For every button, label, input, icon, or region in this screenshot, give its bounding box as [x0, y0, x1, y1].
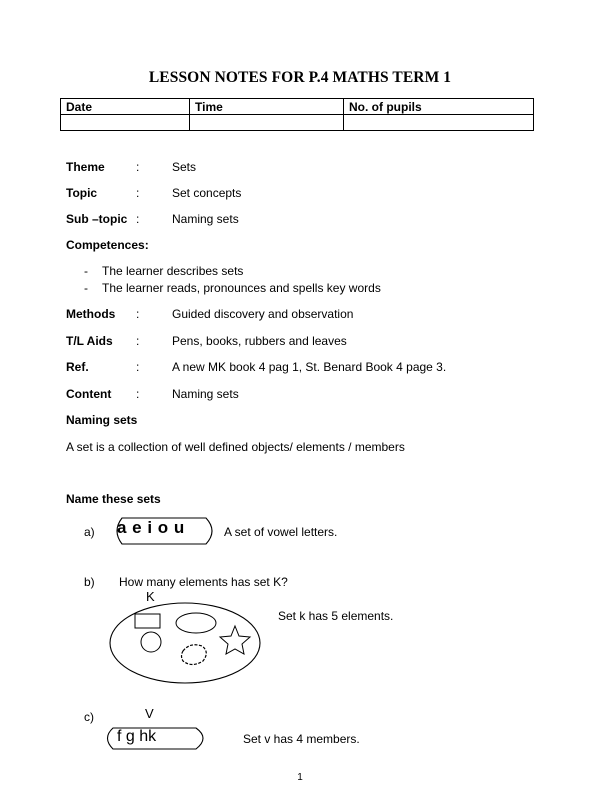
- field-colon: :: [136, 212, 140, 226]
- field-label: Content: [66, 387, 112, 401]
- page-number: 1: [297, 772, 303, 783]
- set-v-label: V: [145, 706, 154, 721]
- star-element: [220, 626, 250, 654]
- oval-element: [176, 613, 216, 633]
- field-value: Sets: [172, 160, 197, 174]
- list-item-text: The learner describes sets: [102, 264, 244, 278]
- field-label: Sub –topic: [66, 212, 128, 226]
- table-header-date: Date: [61, 99, 190, 115]
- list-item-text: The learner reads, pronounces and spells key words: [102, 281, 381, 295]
- item-c-marker: c): [84, 710, 94, 724]
- field-colon: :: [136, 186, 140, 200]
- circle-element: [141, 632, 161, 652]
- field-label: Ref.: [66, 360, 89, 374]
- bullet-dash: -: [84, 281, 88, 295]
- competences-heading: Competences:: [66, 238, 149, 252]
- bullet-dash: -: [84, 264, 88, 278]
- field-value: Naming sets: [172, 387, 239, 401]
- field-label: T/L Aids: [66, 334, 113, 348]
- field-value: Set concepts: [172, 186, 242, 200]
- item-a-marker: a): [84, 525, 95, 539]
- field-colon: :: [136, 360, 140, 374]
- field-colon: :: [136, 307, 140, 321]
- field-colon: :: [136, 387, 140, 401]
- rectangle-element: [135, 614, 160, 628]
- item-a-answer: A set of vowel letters.: [224, 525, 338, 539]
- field-label: Topic: [66, 186, 98, 200]
- field-value: Guided discovery and observation: [172, 307, 354, 321]
- field-label: Methods: [66, 307, 116, 321]
- field-colon: :: [136, 334, 140, 348]
- exercise-heading: Name these sets: [66, 492, 161, 506]
- page-title: LESSON NOTES FOR P.4 MATHS TERM 1: [148, 69, 452, 86]
- field-value: A new MK book 4 pag 1, St. Benard Book 4 page 3.: [172, 360, 447, 374]
- field-colon: :: [136, 160, 140, 174]
- item-c-answer: Set v has 4 members.: [243, 732, 360, 746]
- leaf-element: [182, 645, 207, 665]
- naming-sets-heading: Naming sets: [66, 413, 138, 427]
- table-header-pupils: No. of pupils: [344, 99, 534, 115]
- field-value: Pens, books, rubbers and leaves: [172, 334, 347, 348]
- item-b-marker: b): [84, 575, 95, 589]
- set-a-content: a e i o u: [117, 518, 185, 537]
- set-definition: A set is a collection of well defined objects/ elements / members: [66, 440, 405, 454]
- set-k-label: K: [146, 589, 155, 604]
- set-v-content: f g hk: [117, 728, 157, 745]
- item-b-answer: Set k has 5 elements.: [278, 609, 394, 623]
- table-header-time: Time: [190, 99, 344, 115]
- field-label: Theme: [66, 160, 105, 174]
- item-b-question: How many elements has set K?: [119, 575, 288, 589]
- field-value: Naming sets: [172, 212, 239, 226]
